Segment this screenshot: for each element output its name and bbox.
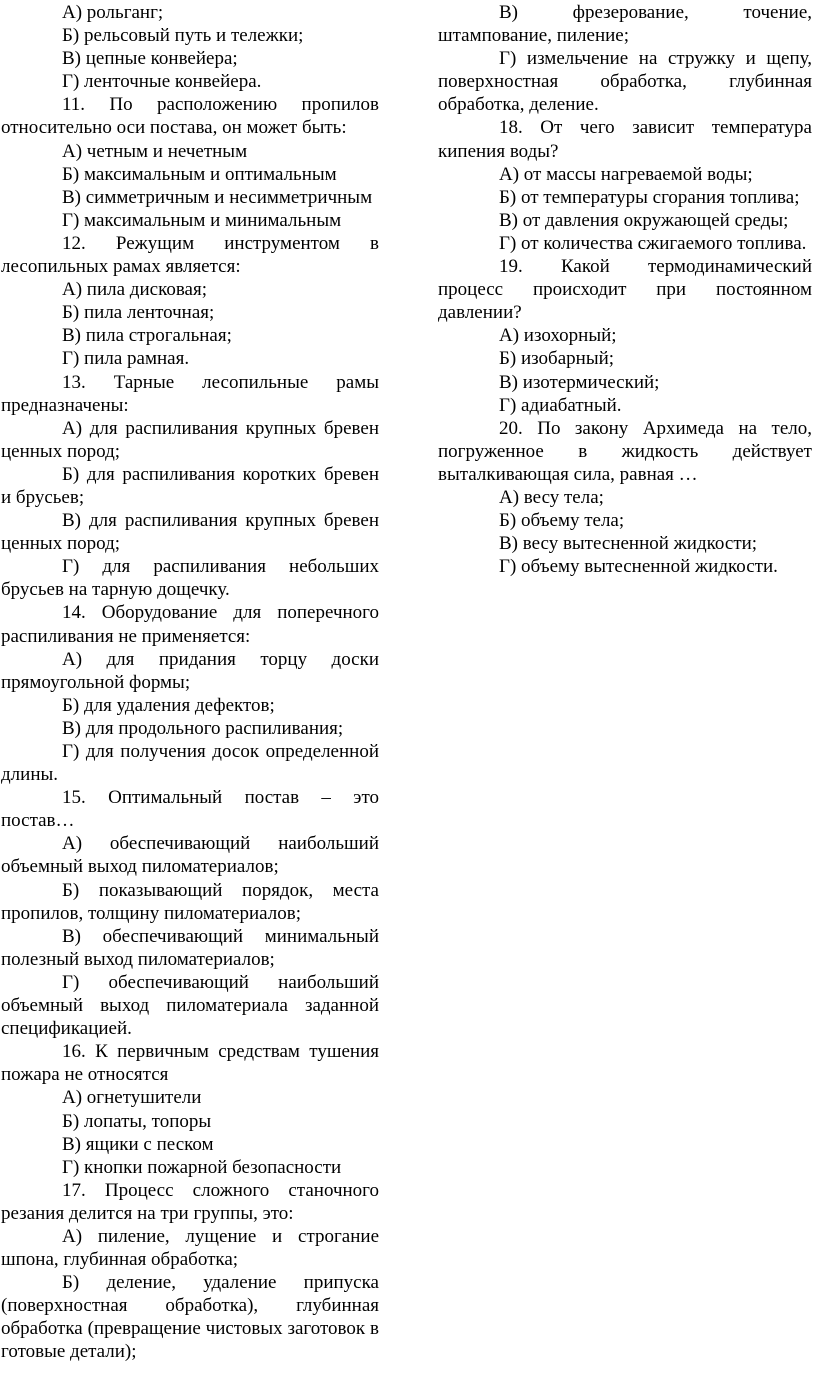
answer-option: А) весу тела; [499,486,604,508]
answer-option: В) цепные конвейера; [62,48,238,70]
question-text: 20. По закону Архимеда на тело, погруженное в жидкость действует выталкивающая сила, равная … [438,417,812,485]
answer-option: Б) деление, удаление припуска (поверхностная обработка), глубинная обработка (превращение чистовых заготовок в готовые детали); [1,1272,379,1363]
question-text: 12. Режущим инструментом в лесопильных рамах является: [1,232,379,278]
answer-option: Б) объему тела; [499,510,625,532]
question-text: 17. Процесс сложного станочного резания делится на три группы, это: [1,1179,379,1224]
answer-option: Б) для удаления дефектов; [62,694,275,716]
question-text: 19. Какой термодинамический процесс происходит при постоянном давлении? [438,256,812,324]
question-text: 14. Оборудование для поперечного распиливания не применяется: [1,602,379,647]
answer-option: В) обеспечивающий минимальный полезный выход пиломатериалов; [1,925,379,970]
answer-option: В) ящики с песком [62,1133,214,1155]
answer-option: Б) лопаты, топоры [62,1110,212,1132]
answer-option: А) четным и нечетным [62,140,248,162]
answer-option: Г) пила рамная. [62,348,190,370]
answer-option: Б) пила ленточная; [62,302,215,324]
right-column [438,1,812,578]
answer-option: Г) объему вытесненной жидкости. [499,556,778,578]
answer-option: В) от давления окружающей среды; [499,209,789,231]
answer-option: В) изотермический; [499,371,660,393]
question-text: 11. По расположению пропилов относительно оси постава, он может быть: [1,94,379,139]
answer-option: Г) максимальным и минимальным [62,209,342,231]
answer-option: Г) для распиливания небольших брусьев на тарную дощечку. [1,556,379,601]
answer-option: В) для распиливания крупных бревен ценных пород; [1,510,379,555]
answer-option: Б) максимальным и оптимальным [62,163,337,185]
answer-option: А) от массы нагреваемой воды; [499,163,753,185]
answer-option: А) изохорный; [499,325,617,347]
left-column [1,1,379,1364]
answer-option: А) рольганг; [62,2,164,23]
answer-option: Б) изобарный; [499,348,615,370]
answer-option: В) для продольного распиливания; [62,717,344,739]
answer-option: В) пила строгальная; [62,325,232,347]
answer-option: Г) от количества сжигаемого топлива. [499,232,807,254]
answer-option: А) для придания торцу доски прямоугольной формы; [1,648,379,693]
answer-option: Б) рельсовый путь и тележки; [62,25,304,47]
answer-option: Г) адиабатный. [499,394,622,416]
answer-option: А) пила дисковая; [62,279,208,301]
answer-option: Г) обеспечивающий наибольший объемный выход пиломатериала заданной спецификацией. [1,971,379,1040]
answer-option: В) весу вытесненной жидкости; [499,533,758,555]
answer-option: Г) кнопки пожарной безопасности [62,1156,342,1178]
answer-option: Г) ленточные конвейера. [62,71,262,93]
answer-option: Б) для распиливания коротких бревен и брусьев; [1,463,379,508]
answer-option: В) фрезерование, точение, штампование, пиление; [438,2,812,47]
question-text: 15. Оптимальный постав – это постав… [1,787,379,832]
question-text: 18. От чего зависит температура кипения воды? [438,117,812,162]
answer-option: Г) для получения досок определенной длины. [1,741,379,786]
answer-option: Б) от температуры сгорания топлива; [499,186,800,208]
answer-option: Б) показывающий порядок, места пропилов, толщину пиломатериалов; [1,879,379,924]
question-text: 13. Тарные лесопильные рамы предназначены: [1,371,379,416]
answer-option: Г) измельчение на стружку и щепу, поверхностная обработка, глубинная обработка, деление. [438,48,812,116]
answer-option: А) огнетушители [62,1087,202,1109]
answer-option: В) симметричным и несимметричным [62,186,373,208]
question-text: 16. К первичным средствам тушения пожара не относятся [1,1041,379,1086]
answer-option: А) для распиливания крупных бревен ценных пород; [1,417,379,462]
answer-option: А) обеспечивающий наибольший объемный выход пиломатериалов; [1,833,379,878]
answer-option: А) пиление, лущение и строгание шпона, глубинная обработка; [1,1225,379,1271]
